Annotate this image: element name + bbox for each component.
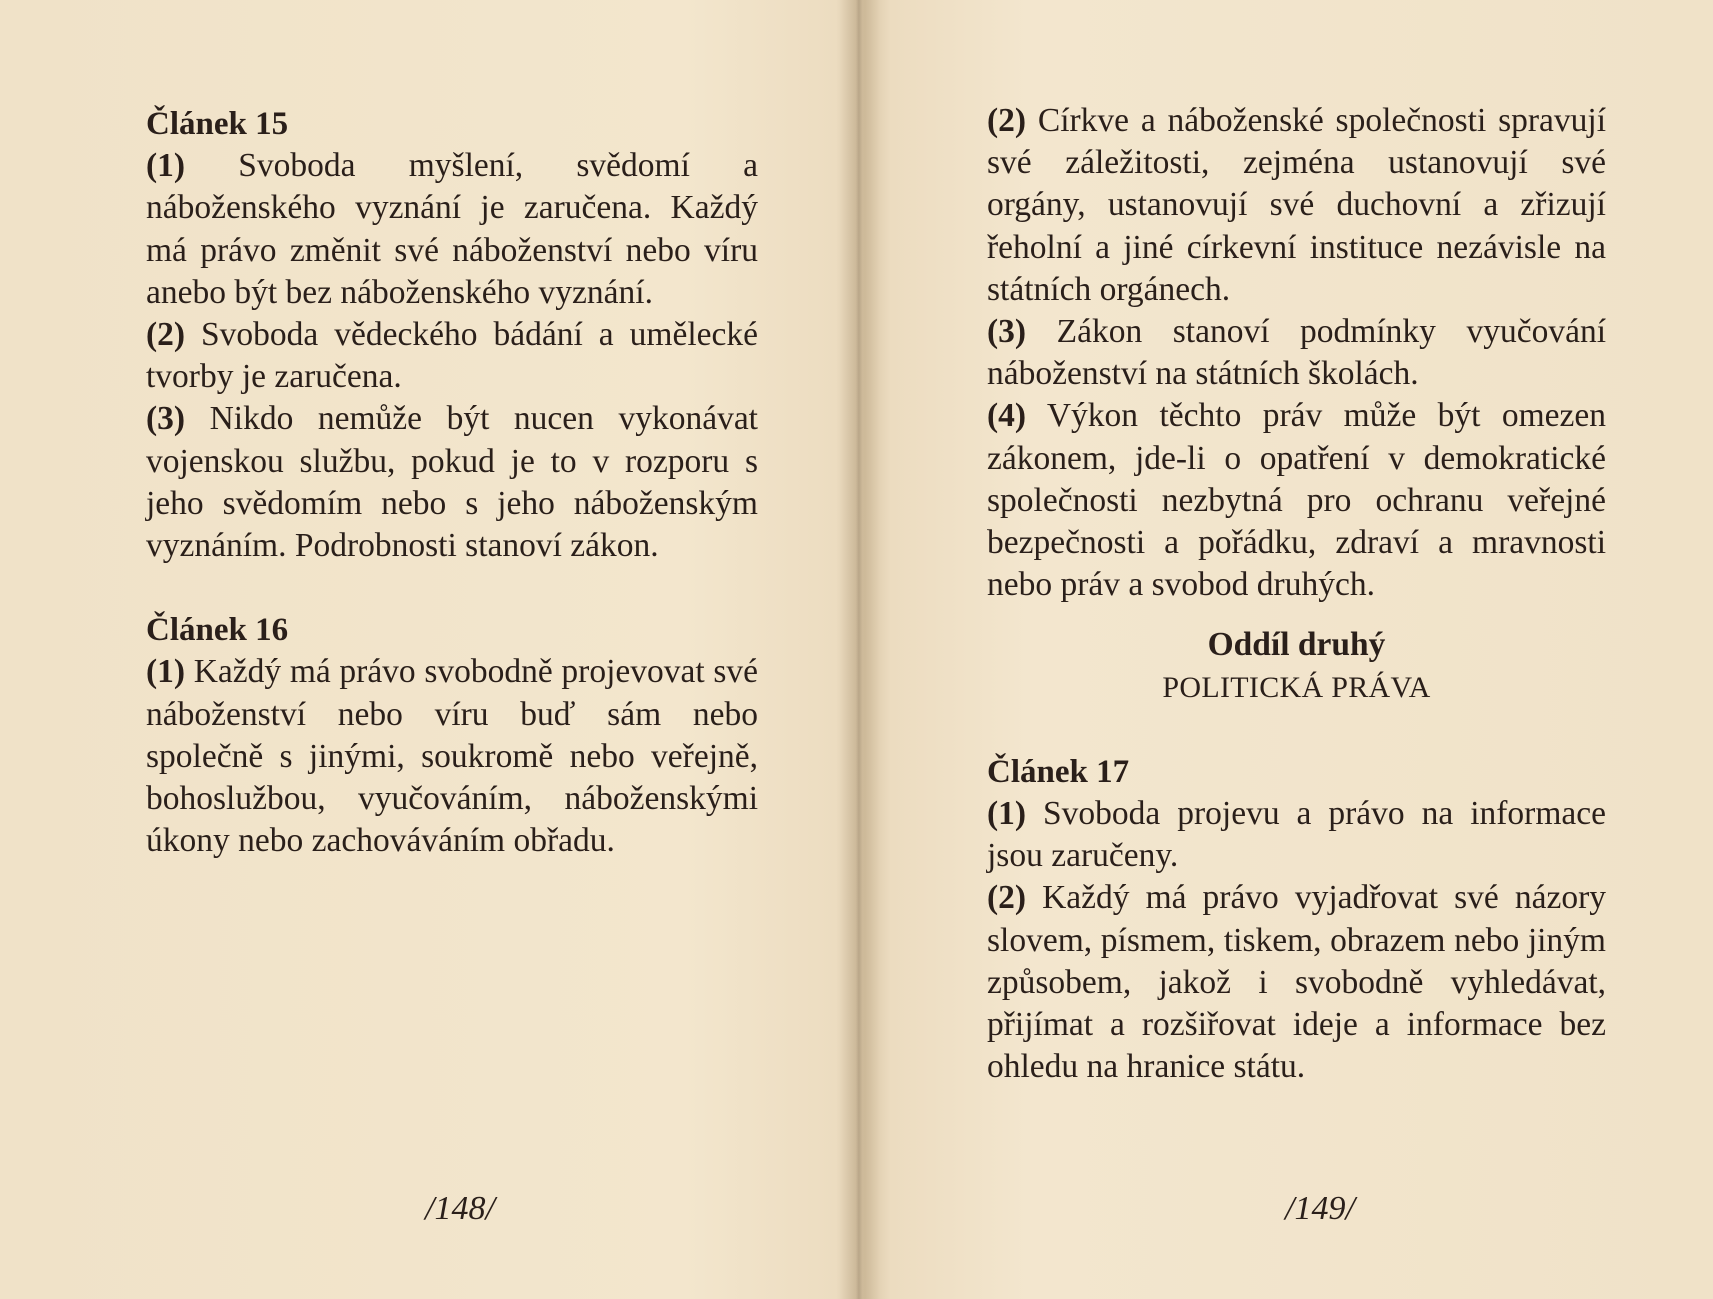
paragraph-text: Svoboda myšlení, svědomí a náboženského vyznání je zaručena. Každý má právo změnit své náboženství nebo víru anebo být bez náboženského vyznání. <box>146 147 758 311</box>
paragraph-text: Výkon těchto práv může být omezen zákonem, jde-li o opatření v demokratické společnosti nezbytná pro ochranu veřejné bezpečnosti a pořádku, zdraví a mravnosti nebo práv a svobod druhých. <box>987 397 1606 604</box>
left-page-text <box>146 103 758 862</box>
paragraph-number: (4) <box>987 397 1027 435</box>
article-15-paragraph-2 <box>146 314 758 398</box>
article-16-paragraph-2 <box>987 100 1606 311</box>
book-gutter <box>836 0 880 1299</box>
article-15-paragraph-3 <box>146 398 758 567</box>
article-15-paragraph-1 <box>146 145 758 314</box>
paragraph-number: (2) <box>987 879 1027 917</box>
right-page <box>880 0 1713 1299</box>
article-16-paragraph-3 <box>987 311 1606 395</box>
article-17-paragraph-2 <box>987 877 1606 1088</box>
article-16-paragraph-1 <box>146 651 758 862</box>
paragraph-text: Každý má právo vyjadřovat své názory slovem, písmem, tiskem, obrazem nebo jiným způsobem, jakož i svobodně vyhledávat, přijímat a rozšiřovat ideje a informace bez ohledu na hranice státu. <box>987 879 1606 1086</box>
paragraph-number: (1) <box>987 795 1027 833</box>
spacer <box>146 567 758 609</box>
left-page <box>0 0 836 1299</box>
paragraph-text: Svoboda projevu a právo na informace jsou zaručeny. <box>987 795 1606 875</box>
page-number-right: /149/ <box>1285 1190 1355 1227</box>
spacer <box>987 709 1606 751</box>
article-16-heading: Článek 16 <box>146 612 289 649</box>
paragraph-number: (1) <box>146 147 186 185</box>
article-17-paragraph-1 <box>987 793 1606 877</box>
paragraph-number: (3) <box>987 313 1027 351</box>
paragraph-number: (1) <box>146 653 186 691</box>
paragraph-number: (3) <box>146 400 186 438</box>
right-page-text <box>987 100 1606 1088</box>
paragraph-text: Zákon stanoví podmínky vyučování náboženství na státních školách. <box>987 313 1606 393</box>
paragraph-text: Nikdo nemůže být nucen vykonávat vojenskou službu, pokud je to v rozporu s jeho svědomím nebo s jeho náboženským vyznáním. Podrobnosti stanoví zákon. <box>146 400 758 565</box>
article-17-heading: Článek 17 <box>987 753 1130 790</box>
paragraph-text: Církve a náboženské společnosti spravují své záležitosti, zejména ustanovují své orgány, ustanovují své duchovní a zřizují řeholní a jiné církevní instituce nezávisle na státních orgánech. <box>987 102 1606 308</box>
article-15-heading: Článek 15 <box>146 106 289 142</box>
section-subtitle: POLITICKÁ PRÁVA <box>1162 670 1431 704</box>
page-number-left: /148/ <box>425 1190 495 1227</box>
paragraph-text: Každý má právo svobodně projevovat své náboženství nebo víru buď sám nebo společně s jinými, soukromě nebo veřejně, bohoslužbou, vyučováním, náboženskými úkony nebo zachováváním obřadu. <box>146 653 758 860</box>
section-title: Oddíl druhý <box>1207 626 1386 664</box>
paragraph-number: (2) <box>146 316 186 354</box>
article-16-paragraph-4 <box>987 395 1606 606</box>
paragraph-number: (2) <box>987 102 1027 139</box>
paragraph-text: Svoboda vědeckého bádání a umělecké tvorby je zaručena. <box>146 316 758 396</box>
